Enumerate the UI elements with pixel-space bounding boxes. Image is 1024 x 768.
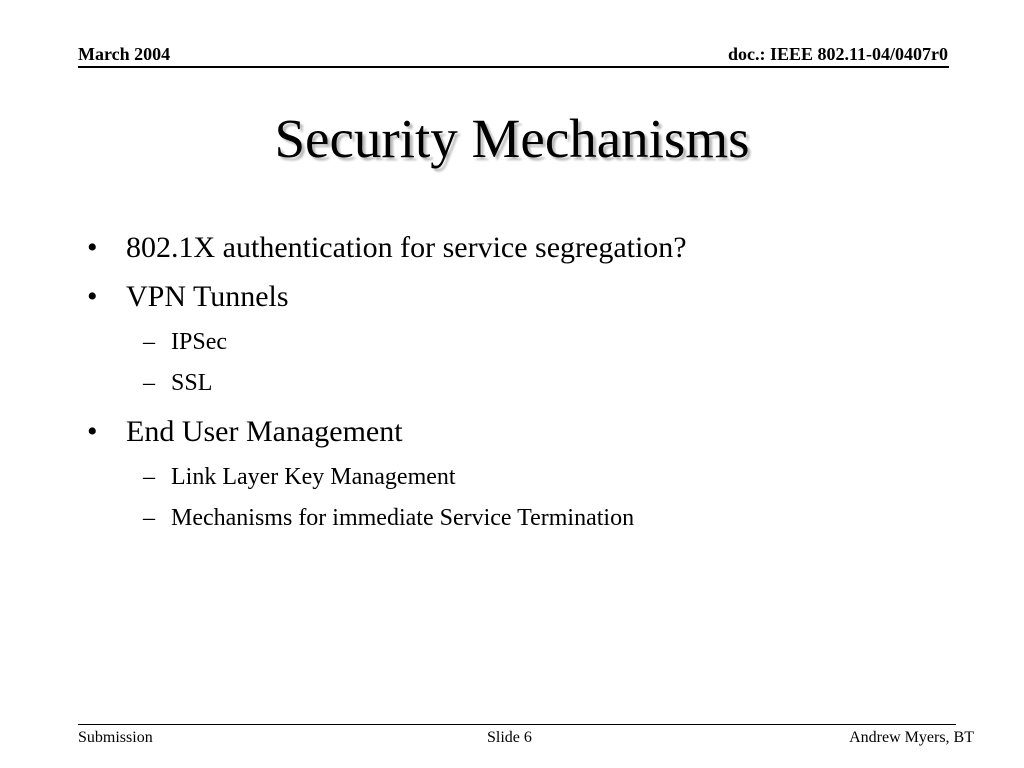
slide-title: Security Mechanisms: [274, 108, 750, 169]
bullet-marker: •: [87, 231, 98, 264]
bullet-item-8021x-authentication: [87, 228, 967, 268]
sub-bullet-item-link-layer-key-management: [87, 461, 967, 493]
sub-bullet-text: SSL: [171, 370, 213, 396]
bullet-list: [87, 228, 967, 543]
bullet-text: 802.1X authentication for service segregation?: [126, 231, 687, 264]
sub-bullet-text: Link Layer Key Management: [171, 464, 456, 490]
bullet-item-end-user-management: [87, 412, 967, 452]
header-divider: [78, 66, 949, 68]
dash-marker: –: [143, 505, 155, 531]
dash-marker: –: [143, 370, 155, 396]
sub-bullet-item-ipsec: [87, 326, 967, 358]
footer-divider: [78, 724, 956, 725]
header-document-id: doc.: IEEE 802.11-04/0407r0: [727, 44, 948, 64]
bullet-marker: •: [87, 415, 98, 448]
sub-bullet-text: IPSec: [171, 329, 227, 355]
bullet-text: End User Management: [126, 415, 403, 448]
footer-author: Andrew Myers, BT: [849, 729, 974, 746]
bullet-text: VPN Tunnels: [126, 280, 289, 313]
footer-slide-number: Slide 6: [487, 729, 532, 746]
bullet-marker: •: [87, 280, 98, 313]
sub-bullet-item-service-termination: [87, 502, 967, 534]
sub-bullet-item-ssl: [87, 367, 967, 399]
footer-submission: Submission: [78, 729, 153, 746]
bullet-item-vpn-tunnels: [87, 277, 967, 317]
dash-marker: –: [143, 464, 155, 490]
dash-marker: –: [143, 329, 155, 355]
header-date: March 2004: [78, 44, 171, 64]
sub-bullet-text: Mechanisms for immediate Service Termination: [171, 505, 635, 531]
